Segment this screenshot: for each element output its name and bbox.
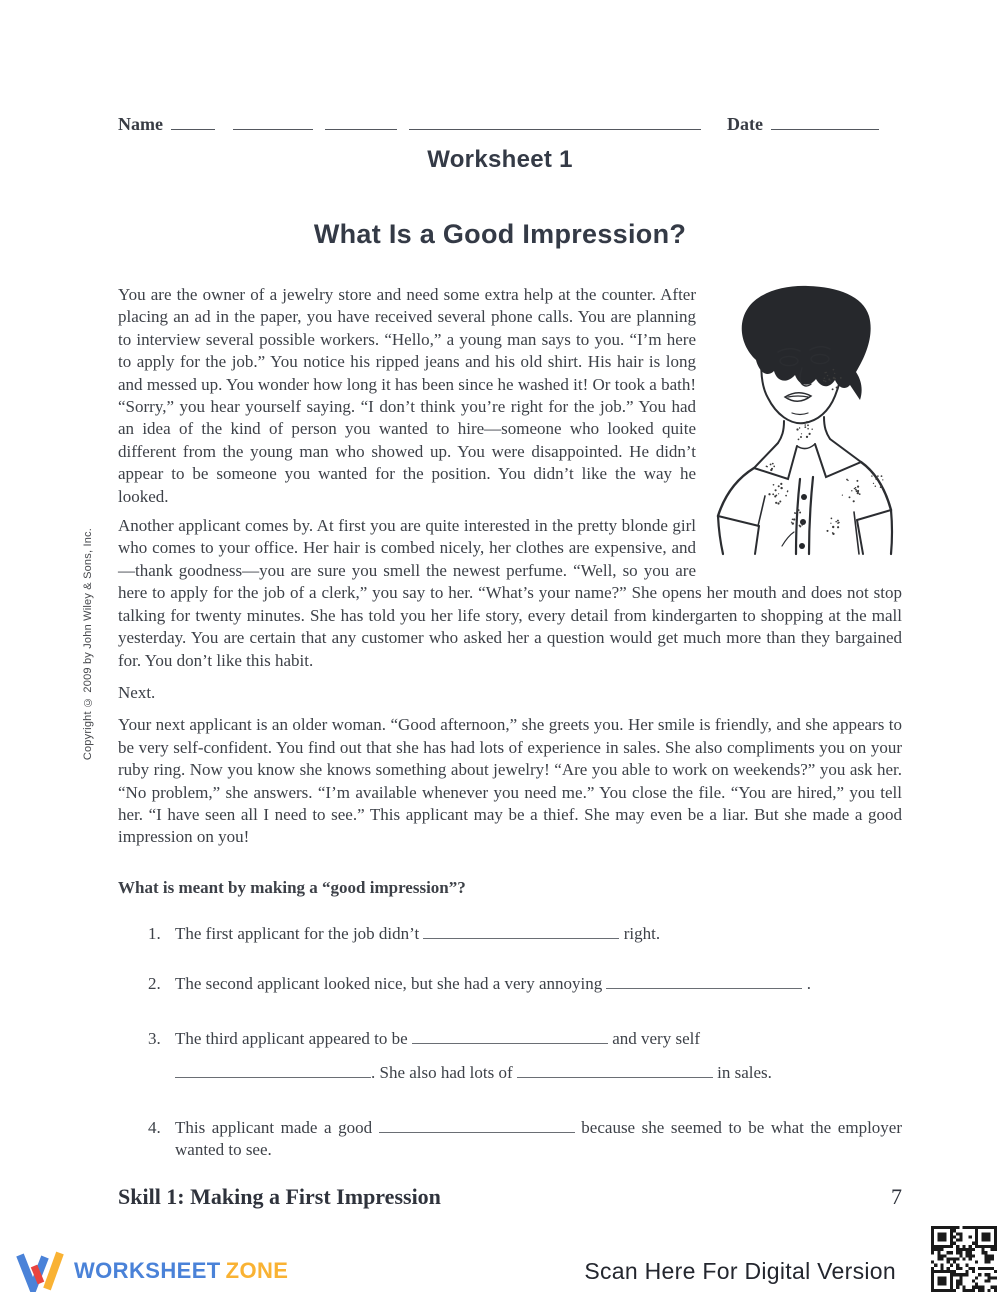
page-number: 7 [891,1184,902,1209]
copyright-notice: Copyright © 2009 by John Wiley & Sons, Inc. [82,528,94,761]
answer-blank[interactable] [606,976,802,989]
skill-title: Skill 1: Making a First Impression [118,1184,441,1209]
logo-word-worksheet: WORKSHEET [74,1258,221,1283]
question-item: 2. The second applicant looked nice, but she had a very annoying . [118,973,902,995]
worksheetzone-logo-text [74,1258,288,1284]
paragraph-next: Next. [118,682,156,702]
question-item: 1. The first applicant for the job didn’t right. [118,923,902,945]
name-blank[interactable] [171,116,215,130]
question-number: 3. [148,1028,161,1048]
date-blank[interactable] [771,116,879,130]
answer-blank[interactable] [412,1033,608,1044]
question-item: 3. The third applicant appeared to be and very self . She also had lots of in sales. [118,1022,902,1090]
paragraph-first-applicant: You are the owner of a jewelry store and need some extra help at the counter. After placing an ad in the paper, you have received several phone calls. You are planning to interview several possible workers. “Hello,” a young man says to you. “I’m here to apply for the job.” You notice his ripped jeans and his old shirt. His hair is long and messed up. You wonder how long it has been since he washed it! Or took a bath! “Sorry,” you hear yourself saying. “I don’t think you’re right for the job.” You had an idea of the kind of person you wanted to hire—someone who looked quite different from the young man who showed up. You were disappointed. He didn’t appear to be someone you wanted for the position. You didn’t like the way he looked. [118,285,696,506]
worksheetzone-logo-icon [16,1250,64,1292]
page-title: What Is a Good Impression? [313,219,687,249]
brand-bar [16,1248,896,1294]
scan-here-label: Scan Here For Digital Version [584,1257,896,1284]
name-blank[interactable] [325,116,397,130]
qr-code [931,1226,997,1292]
question-item: 4. This applicant made a good because she seemed to be what the employer wanted to see. [148,1117,902,1160]
answer-blank[interactable] [379,1120,575,1133]
header-row [118,114,902,135]
answer-blank[interactable] [423,926,619,939]
name-blank[interactable] [409,116,701,130]
question-prompt: What is meant by making a “good impression”? [118,877,466,897]
answer-blank[interactable] [517,1067,713,1078]
paragraph-second-applicant: Another applicant comes by. At first you are quite interested in the pretty blonde girl who comes to your office. Her hair is combed nicely, her clothes are expensive, and—thank goodness—you are sure you smell the newest perfume. “Well, so you are here to apply for the job of a clerk,” you say to her. “What’s your name?” She opens her mouth and does not stop talking for twenty minutes. She has told you her life story, every detail from kindergarten to shopping at the mall yesterday. You are certain that any customer who asked her a question would get much more than they bargained for. You don’t like this habit. [118,516,902,670]
name-blank[interactable] [233,116,313,130]
paragraph-third-applicant: Your next applicant is an older woman. “Good afternoon,” she greets you. Her smile is friendly, and she appears to be very self-confident. You find out that she has had lots of experience in sales. She also compliments you on your ruby ring. Now you know she knows something about jewelry! “Are you able to work on weekends?” you ask her. “No problem,” she answers. “I’m available whenever you need me.” You close the file. “You are hired,” you tell her. “I have seen all I need to see.” This applicant may be a thief. She may even be a liar. But she made a good impression on you! [118,715,902,847]
worksheet-number-title: Worksheet 1 [427,146,573,173]
worksheet-body [118,284,902,1189]
date-label: Date [726,114,763,134]
questions-list [118,923,902,1162]
question-number: 4. [148,1117,161,1137]
question-number: 1. [148,924,161,944]
question-number: 2. [148,973,161,993]
answer-blank[interactable] [175,1067,371,1078]
scruffy-young-man-illustration [712,284,902,556]
name-label: Name [118,114,163,134]
footer-row [118,1184,902,1210]
logo-word-zone: ZONE [225,1258,289,1283]
